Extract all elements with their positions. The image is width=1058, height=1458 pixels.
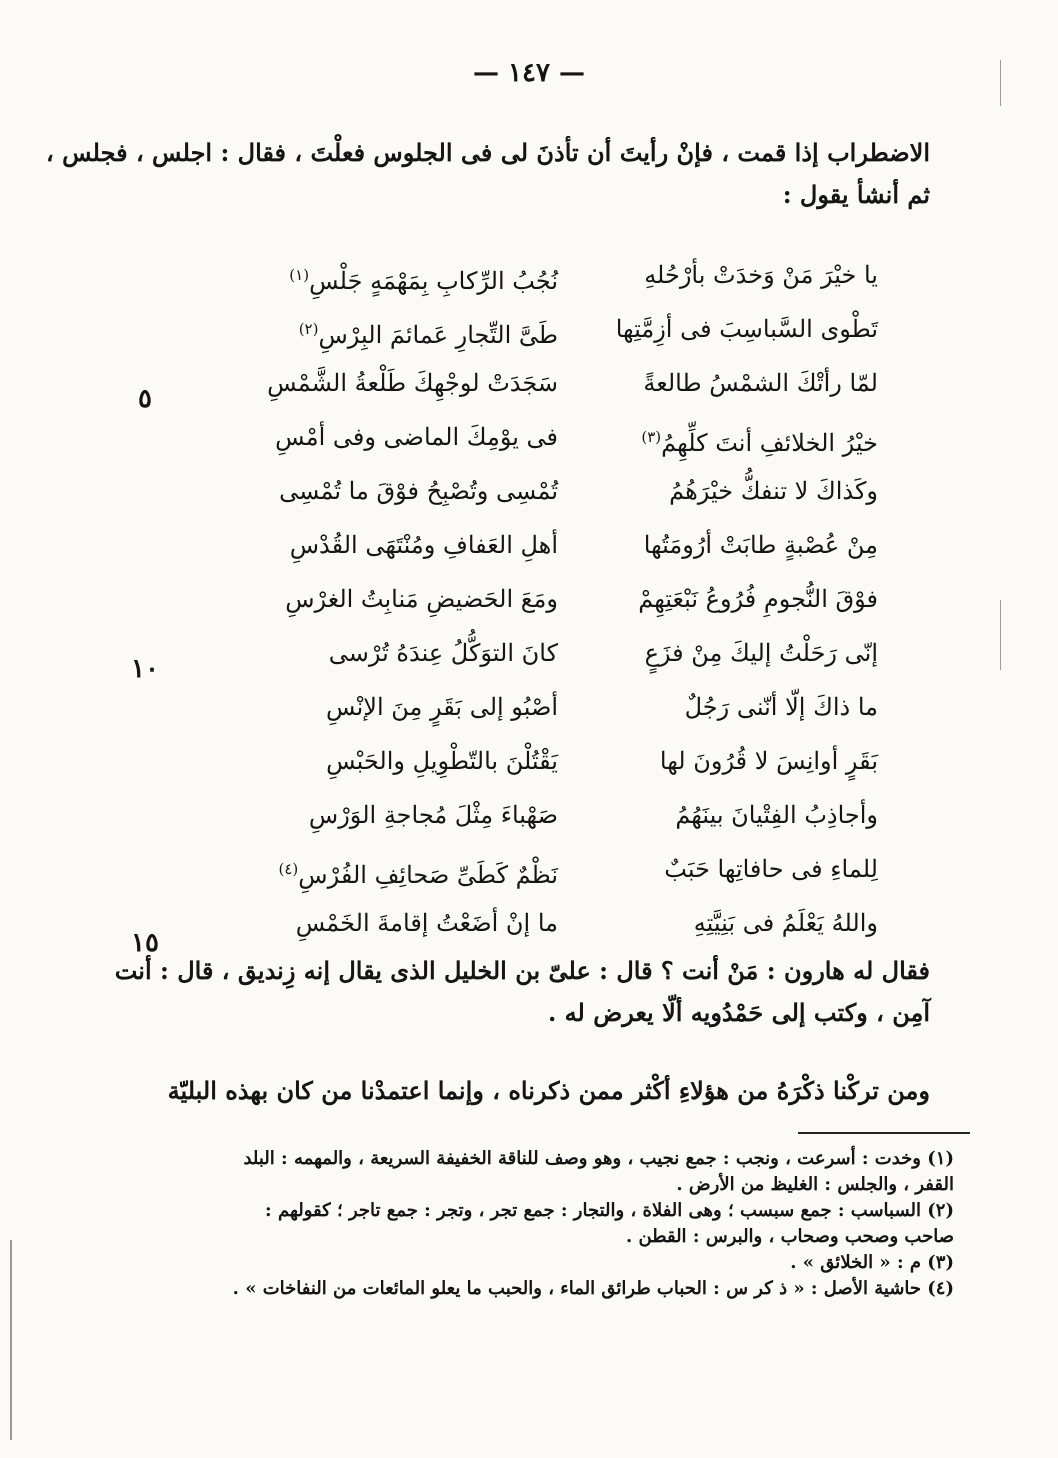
verse-1-first-half: يا خيْرَ مَنْ وَخدَتْ بأرْحُلهِ <box>644 261 878 289</box>
closing-paragraph <box>114 950 930 1034</box>
closing-line-1: فقال له هارون : مَنْ أنت ؟ قال : علىّ بن الخليل الذى يقال إنه زِنديق ، قال : أنت <box>114 956 930 985</box>
verse-3 <box>238 356 878 410</box>
verse-10 <box>238 734 878 788</box>
left-edge-mark <box>10 1240 12 1440</box>
verse-6-second-half: أهلِ العَفافِ ومُنْتَهَى القُدْسِ <box>289 531 558 559</box>
verse-4 <box>238 410 878 464</box>
footnote-2-line-2: صاحب وصحب وصحاب ، والبرس : القطن . <box>625 1226 954 1247</box>
verse-7 <box>238 572 878 626</box>
verse-9-second-half: أصْبُو إلى بَقَرٍ مِنَ الإنْسِ <box>325 693 558 721</box>
footnote-marker-2: (٢) <box>298 320 319 338</box>
verse-11-second-half: صَهْباءَ مِثْلَ مُجاجةِ الوَرْسِ <box>308 801 558 829</box>
verse-10-second-half: يَقْتُلْنَ بالتّطْوِيلِ والحَبْسِ <box>326 747 558 775</box>
verse-5-second-half: تُمْسِى وتُصْبِحُ فوْقَ ما تُمْسِى <box>279 477 558 505</box>
verse-9 <box>238 680 878 734</box>
footnote-3: (٣) م : « الخلائق » . <box>790 1252 954 1273</box>
verse-4-second-half: فى يوْمِكَ الماضى وفى أمْسِ <box>275 423 558 451</box>
page-number: — ١٤٧ — <box>472 58 586 88</box>
opening-paragraph <box>45 132 930 216</box>
footnote-marker-1: (١) <box>289 266 310 284</box>
line-number-10: ١٠ <box>131 654 159 684</box>
verse-1 <box>238 248 878 302</box>
verse-13 <box>238 896 878 950</box>
verse-11-first-half: وأجاذِبُ الفِتْيانَ بينَهُمُ <box>675 801 878 829</box>
verse-12-second-half: نَظْمٌ كَطَىِّ صَحائِفِ الفُرْسِ$^{(٤)}$ <box>278 860 558 889</box>
verse-9-first-half: ما ذاكَ إلّا أنّنى رَجُلٌ <box>684 693 878 721</box>
verse-3-second-half: سَجَدَتْ لوجْهِكَ طَلْعةُ الشَّمْسِ <box>267 369 558 397</box>
verse-5 <box>238 464 878 518</box>
right-edge-mark-lower <box>1000 600 1001 670</box>
verse-6-first-half: مِنْ عُصْبةٍ طابَتْ أرُومَتُها <box>643 531 878 559</box>
line-number-5: ٥ <box>138 384 152 414</box>
verse-3-first-half: لمّا رأتْكَ الشمْسُ طالعةً <box>643 369 878 397</box>
footnote-1-line-1: (١) وخدت : أسرعت ، ونجب : جمع نجيب ، وهو وصف للناقة الخفيفة السريعة ، والمهمه : البلد <box>243 1148 954 1169</box>
verse-4-first-half: خيْرُ الخلائفِ أنتَ كلِّهِمُ$^{(٣)}$ <box>641 428 878 457</box>
footnotes <box>134 1146 954 1302</box>
footnote-separator <box>798 1132 970 1134</box>
verse-12 <box>238 842 878 896</box>
continuation-line-1: ومن تركْنا ذكْرَهُ من هؤلاءِ أكْثر ممن ذكرناه ، وإنما اعتمدْنا من كان بهذه البليّة <box>167 1076 930 1105</box>
footnote-1-line-2: القفر ، والجلس : الغليظ من الأرض . <box>676 1174 954 1195</box>
verse-2 <box>238 302 878 356</box>
verse-5-first-half: وكَذاكَ لا تنفكُّ خيْرَهُمُ <box>669 477 878 505</box>
verse-7-second-half: ومَعَ الحَضيضِ مَنابِتُ الغرْسِ <box>285 585 558 613</box>
opening-line-1: الاضطراب إذا قمت ، فإنْ رأيتَ أن تأذنَ لى فى الجلوس فعلْتَ ، فقال : اجلس ، فجلس ، <box>45 138 930 167</box>
verse-13-second-half: ما إنْ أضَعْتُ إقامةَ الخَمْسِ <box>295 909 558 937</box>
verse-10-first-half: بَقَرٍ أوانِسَ لا قُرُونَ لها <box>659 747 878 775</box>
verse-1-second-half: نُجُبُ الرِّكابِ بِمَهْمَهٍ جَلْسِ$^{(١)}$ <box>289 266 558 295</box>
footnote-4: (٤) حاشية الأصل : « ذ كر س : الحباب طرائق الماء ، والحبب ما يعلو المائعات من النفاخات » . <box>232 1278 954 1299</box>
verse-8 <box>238 626 878 680</box>
footnote-2-line-1: (٢) السباسب : جمع سبسب ؛ وهى الفلاة ، والتجار : جمع تجر ، وتجر : جمع تاجر ؛ كقولهم : <box>265 1200 954 1221</box>
verse-13-first-half: واللهُ يَعْلَمُ فى بَنِيَّتِهِ <box>693 909 878 937</box>
continuation-paragraph <box>130 1070 930 1112</box>
verse-12-first-half: لِلماءِ فى حافاتِها حَبَبٌ <box>664 855 878 883</box>
line-number-15: ١٥ <box>131 928 159 958</box>
verse-8-second-half: كانَ التوَكُّلُ عِندَهُ تُرْسى <box>328 639 558 667</box>
verse-2-first-half: تَطْوى السَّباسِبَ فى أزِمَّتِها <box>615 315 878 343</box>
verse-6 <box>238 518 878 572</box>
closing-line-2: آمِن ، وكتب إلى حَمْدُويه ألّا يعرض له . <box>547 998 930 1027</box>
verse-2-second-half: طَىَّ التِّجارِ عَمائمَ البِرْسِ$^{(٢)}$ <box>298 320 558 349</box>
footnote-marker-3: (٣) <box>641 428 662 446</box>
verse-8-first-half: إنّى رَحَلْتُ إليكَ مِنْ فزَعٍ <box>644 639 878 667</box>
verse-11 <box>238 788 878 842</box>
poem <box>238 248 878 950</box>
opening-line-2: ثم أنشأ يقول : <box>782 180 930 209</box>
verse-7-first-half: فوْقَ النُّجومِ فُرُوعُ نَبْعَتِهِمْ <box>638 585 878 613</box>
footnote-marker-4: (٤) <box>278 860 299 878</box>
